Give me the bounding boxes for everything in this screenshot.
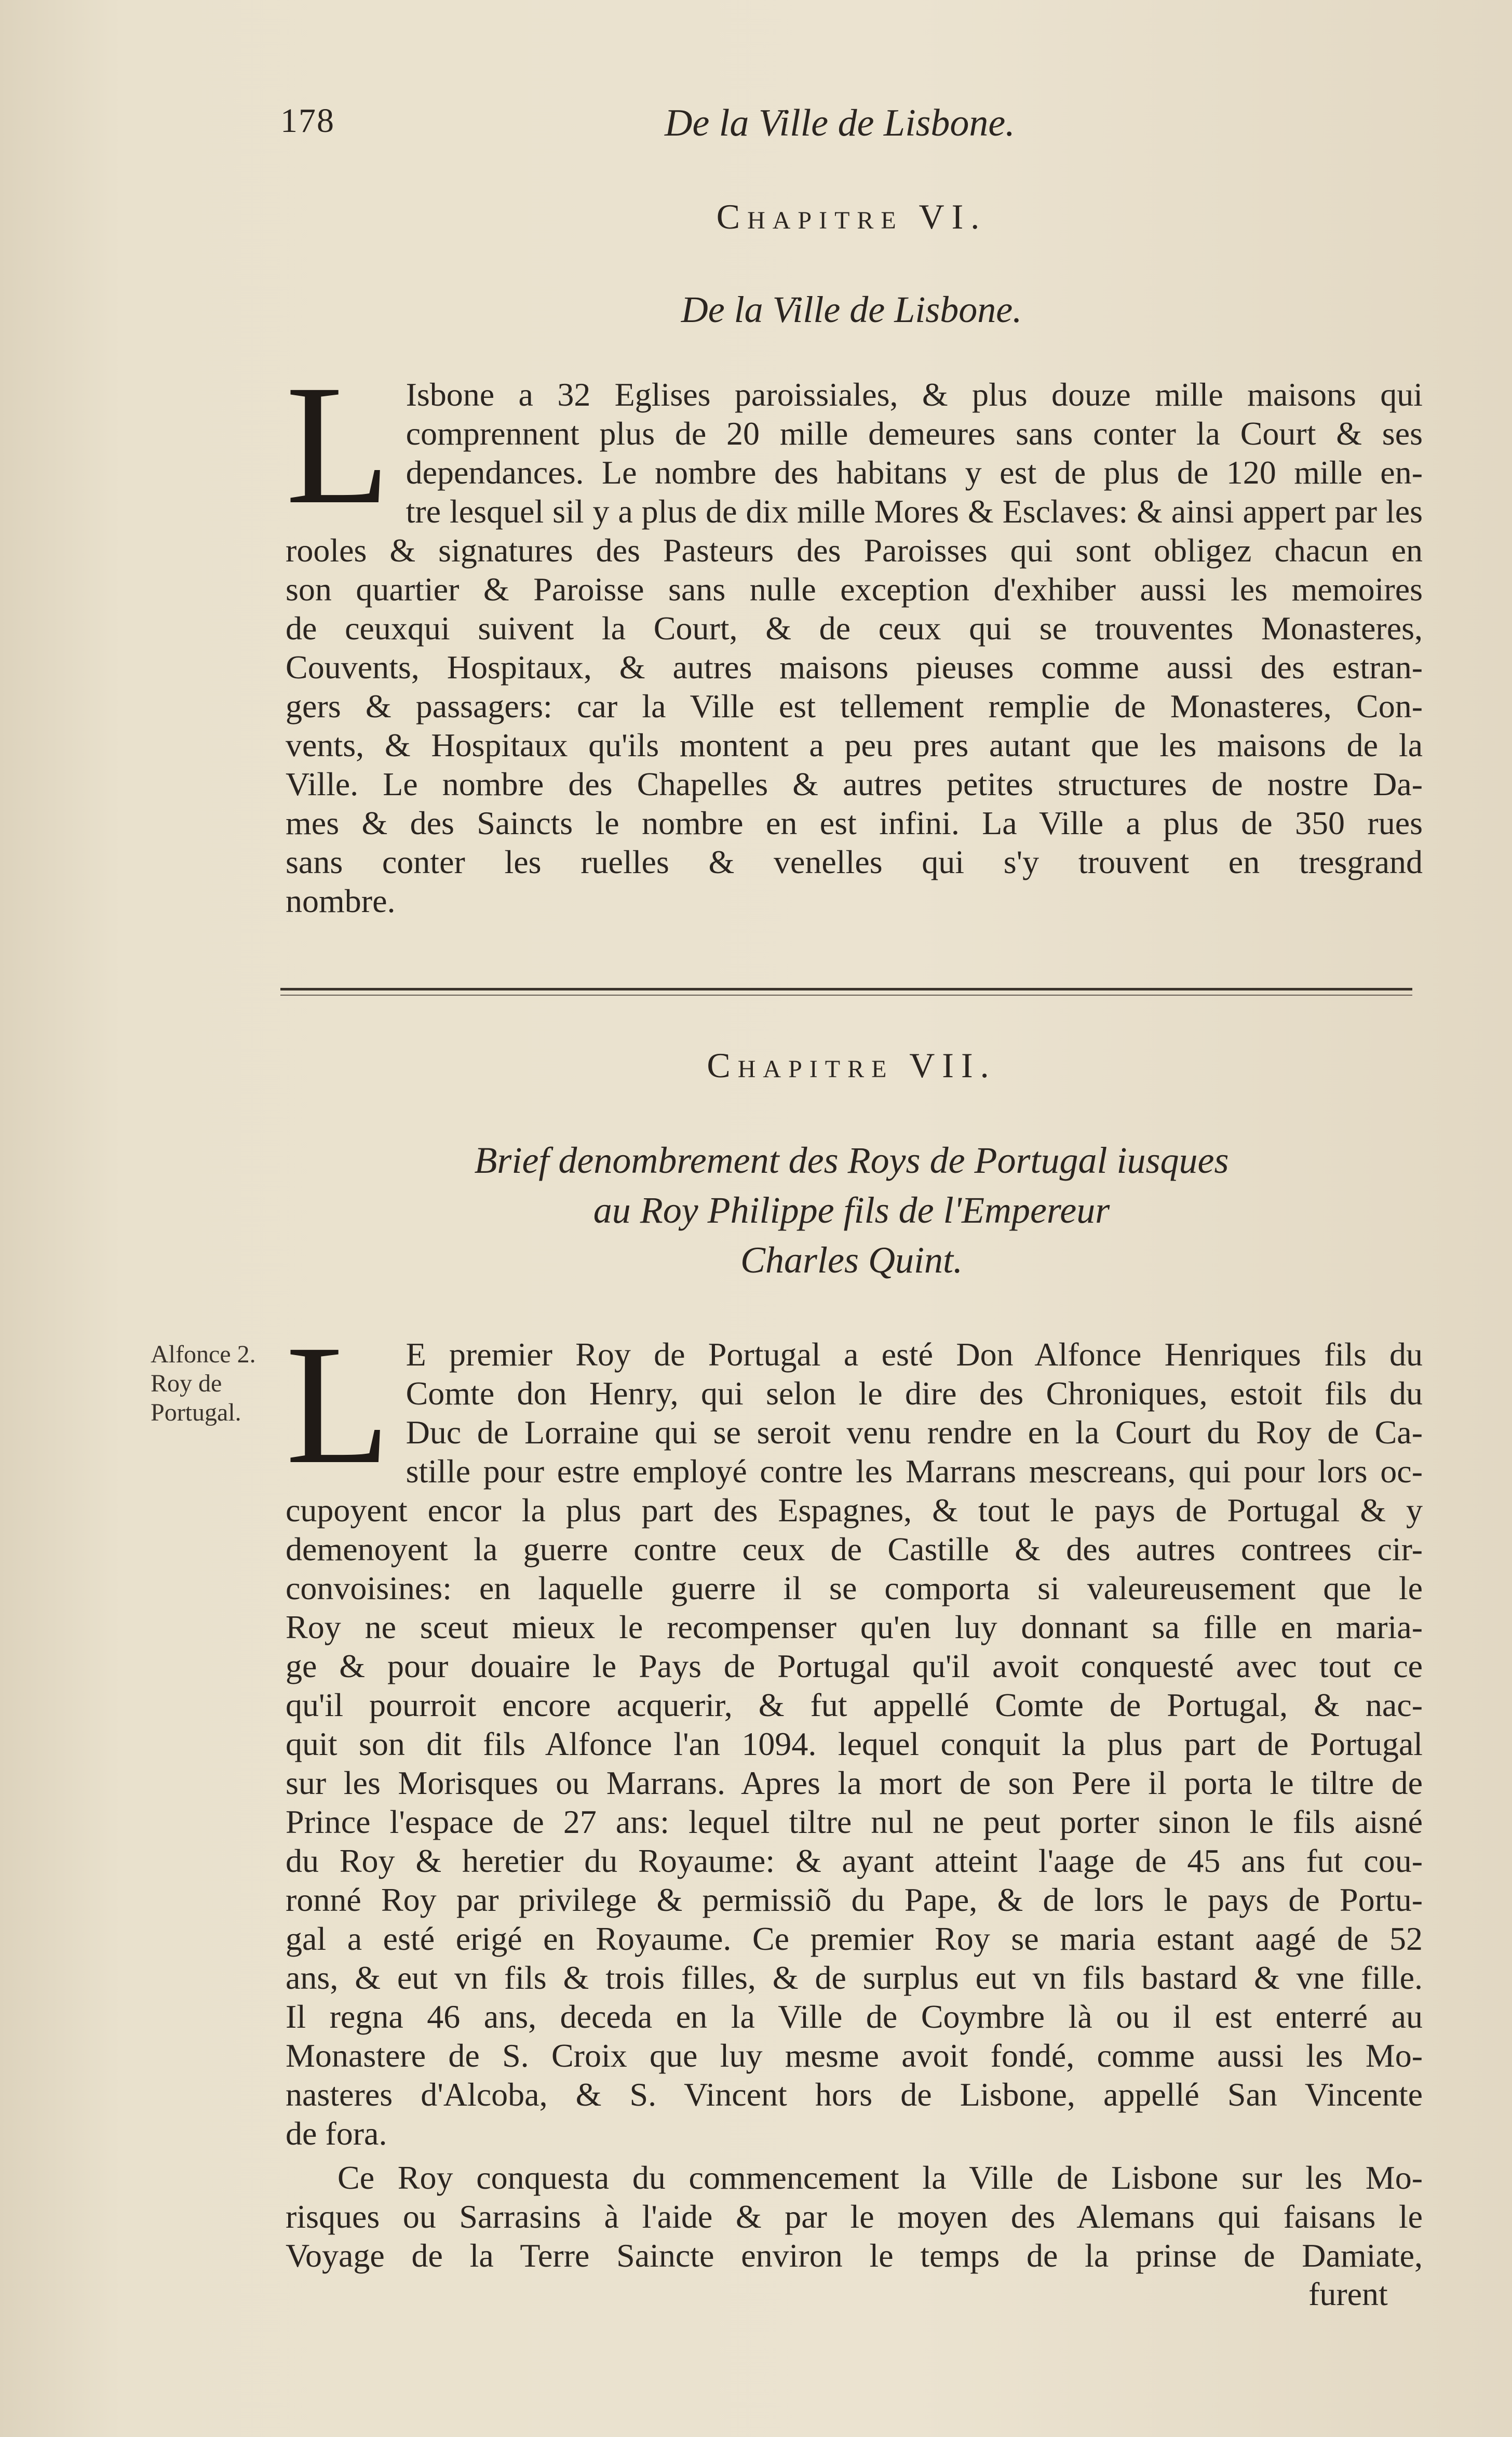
text-line: cupoyent encor la plus part des Espagnes, & tout le pays de Portugal & y (286, 1492, 1423, 1529)
text-line: gal a esté erigé en Royaume. Ce premier Roy se maria estant aagé de 52 (286, 1920, 1423, 1957)
text-line: dependances. Le nombre des habitans y est de plus de 120 mille en- (406, 454, 1423, 491)
text-line: rooles & signatures des Pasteurs des Paroisses qui sont obligez chacun en (286, 532, 1423, 569)
chapter-7-paragraph-2 (286, 2158, 1423, 2275)
margin-note-line: Portugal. (151, 1399, 241, 1426)
text-line: tre lesquel sil y a plus de dix mille Mores & Esclaves: & ainsi appert par les (406, 493, 1423, 530)
text-line: comprennent plus de 20 mille demeures sans conter la Court & ses (406, 415, 1423, 452)
catchword: furent (1308, 2275, 1388, 2312)
text-line: qu'il pourroit encore acquerir, & fut appellé Comte de Portugal, & nac- (286, 1686, 1423, 1723)
text-line: Prince l'espace de 27 ans: lequel tiltre nul ne peut porter sinon le fils aisné (286, 1803, 1423, 1840)
chapter-7-subtitle-line: Brief denombrement des Roys de Portugal iusques (474, 1140, 1229, 1181)
text-line: Monastere de S. Croix que luy mesme avoit fondé, comme aussi les Mo- (286, 2037, 1423, 2074)
chapter-7-subtitle-line: Charles Quint. (740, 1239, 963, 1281)
chapter-7-body (286, 1310, 1423, 2153)
margin-note (151, 1340, 275, 1427)
text-line: son quartier & Paroisse sans nulle exception d'exhiber aussi les memoires (286, 571, 1423, 608)
chapter-7-heading: Chapitre VII. (707, 1046, 996, 1085)
chapter-6-body (286, 350, 1423, 920)
text-line: quit son dit fils Alfonce l'an 1094. lequel conquit la plus part de Portugal (286, 1725, 1423, 1762)
text-line: nombre. (286, 882, 396, 919)
text-line: Voyage de la Terre Saincte environ le temps de la prinse de Damiate, (286, 2237, 1423, 2274)
text-line: Ce Roy conquesta du commencement la Ville de Lisbone sur les Mo- (338, 2159, 1423, 2196)
text-line: de ceuxqui suivent la Court, & de ceux qui se trouventes Monasteres, (286, 610, 1423, 647)
text-line: convoisines: en laquelle guerre il se comporta si valeureusement que le (286, 1570, 1423, 1606)
text-line: vents, & Hospitaux qu'ils montent a peu pres autant que les maisons de la (286, 727, 1423, 764)
text-line: Roy ne sceut mieux le recompenser qu'en luy donnant sa fille en maria- (286, 1609, 1423, 1645)
text-line: sans conter les ruelles & venelles qui s'y trouvent en tresgrand (286, 843, 1423, 880)
chapter-6-subtitle: De la Ville de Lisbone. (681, 289, 1022, 330)
margin-note-line: Alfonce 2. (151, 1341, 256, 1368)
text-line: E premier Roy de Portugal a esté Don Alfonce Henriques fils du (406, 1336, 1423, 1373)
text-line: de fora. (286, 2115, 387, 2152)
text-line: stille pour estre employé contre les Marrans mescreans, qui pour lors oc- (406, 1453, 1423, 1490)
chapter-7-drop-cap: L (286, 1310, 390, 1499)
section-divider-rule (280, 988, 1412, 990)
chapter-7-subtitle-line: au Roy Philippe fils de l'Empereur (593, 1189, 1110, 1231)
chapter-6-heading: Chapitre VI. (716, 197, 987, 236)
text-line: sur les Morisques ou Marrans. Apres la mort de son Pere il porta le tiltre de (286, 1764, 1423, 1801)
text-line: Couvents, Hospitaux, & autres maisons pieuses comme aussi des estran- (286, 649, 1423, 686)
text-line: ge & pour douaire le Pays de Portugal qu'il avoit conquesté avec tout ce (286, 1648, 1423, 1684)
text-line: ronné Roy par privilege & permissiõ du Pape, & de lors le pays de Portu- (286, 1881, 1423, 1918)
chapter-7-subtitle (280, 1135, 1423, 1285)
running-head (280, 101, 1423, 143)
text-line: risques ou Sarrasins à l'aide & par le moyen des Alemans qui faisans le (286, 2198, 1423, 2235)
text-line: Isbone a 32 Eglises paroissiales, & plus douze mille maisons qui (406, 376, 1423, 413)
page-number: 178 (280, 102, 335, 140)
text-line: nasteres d'Alcoba, & S. Vincent hors de Lisbone, appellé San Vincente (286, 2076, 1423, 2113)
text-line: gers & passagers: car la Ville est tellement remplie de Monasteres, Con- (286, 688, 1423, 725)
text-line: ans, & eut vn fils & trois filles, & de surplus eut vn fils bastard & vne fille. (286, 1959, 1423, 1996)
chapter-6-drop-cap: L (286, 350, 390, 540)
text-line: Comte don Henry, qui selon le dire des Chroniques, estoit fils du (406, 1375, 1423, 1412)
text-line: demenoyent la guerre contre ceux de Castille & des autres contrees cir- (286, 1531, 1423, 1568)
text-line: Duc de Lorraine qui se seroit venu rendre en la Court du Roy de Ca- (406, 1414, 1423, 1451)
section-divider-rule-thin (280, 995, 1412, 996)
running-title: De la Ville de Lisbone. (665, 102, 1015, 144)
text-line: du Roy & heretier du Royaume: & ayant atteint l'aage de 45 ans fut cou- (286, 1842, 1423, 1879)
text-line: Il regna 46 ans, deceda en la Ville de Coymbre là ou il est enterré au (286, 1998, 1423, 2035)
margin-note-line: Roy de (151, 1370, 222, 1397)
text-line: Ville. Le nombre des Chapelles & autres petites structures de nostre Da- (286, 766, 1423, 802)
text-line: mes & des Saincts le nombre en est infini. La Ville a plus de 350 rues (286, 805, 1423, 841)
